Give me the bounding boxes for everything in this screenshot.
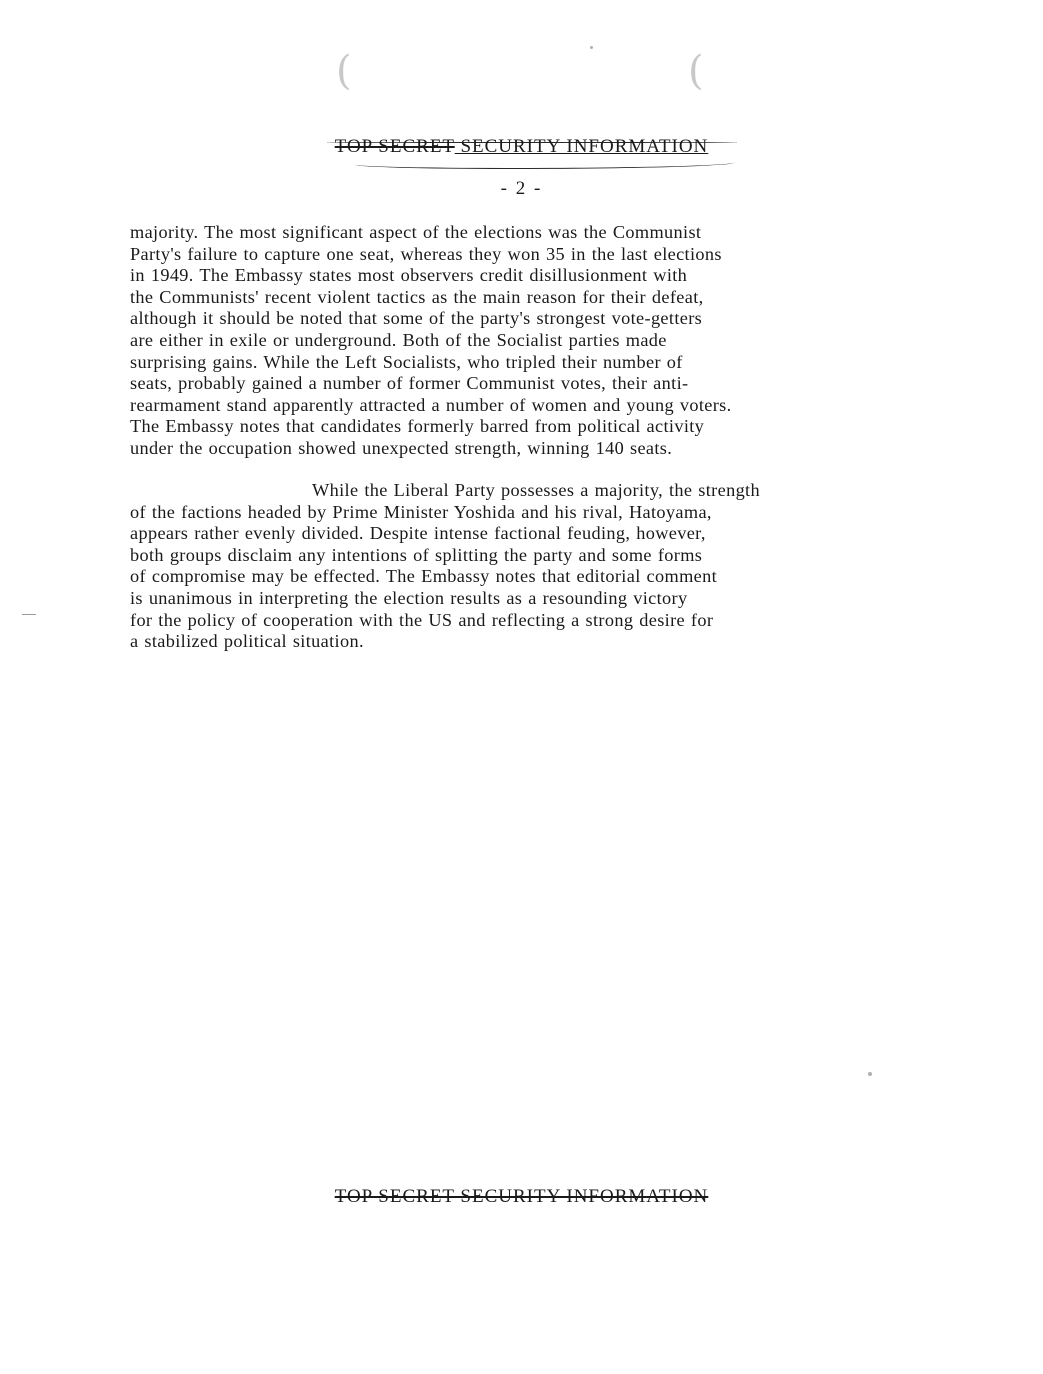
classification-crossed: TOP SECRET [334, 136, 455, 157]
footer-classification-text: TOP SECRET SECURITY INFORMATION [334, 1186, 709, 1207]
text-line: majority. The most significant aspect of the elections was the Communist [130, 222, 702, 242]
text-line: Party's failure to capture one seat, whereas they won 35 in the last elections [130, 243, 722, 264]
text-line: are either in exile or underground. Both of the Socialist parties made [130, 329, 667, 350]
text-line-indented [130, 480, 970, 502]
footer-classification [0, 1186, 1043, 1208]
text-line: While the Liberal Party possesses a majority, the strength [312, 480, 760, 500]
text-line: in 1949. The Embassy states most observers credit disillusionment with [130, 265, 688, 286]
header-underline [355, 158, 735, 169]
margin-mark [22, 614, 36, 615]
paragraph-1 [130, 222, 970, 460]
text-line: both groups disclaim any intentions of splitting the party and some forms [130, 544, 703, 565]
text-line: the Communists' recent violent tactics as the main reason for their defeat, [130, 286, 704, 307]
page-number: - 2 - [500, 178, 543, 199]
classification-plain: SECURITY INFORMATION [454, 136, 709, 157]
punch-mark-right: ( [688, 48, 704, 94]
text-line: is unanimous in interpreting the election results as a resounding victory [130, 587, 688, 608]
text-line: of the factions headed by Prime Minister Yoshida and his rival, Hatoyama, [130, 501, 712, 522]
text-line: although it should be noted that some of the party's strongest vote-getters [130, 308, 703, 329]
scan-speck [590, 46, 593, 49]
text-line: appears rather evenly divided. Despite intense factional feuding, however, [130, 523, 706, 544]
text-line: seats, probably gained a number of former Communist votes, their anti- [130, 373, 689, 394]
punch-mark-left: ( [336, 48, 352, 94]
text-line: surprising gains. While the Left Socialists, who tripled their number of [130, 351, 683, 372]
scan-speck [868, 1072, 872, 1076]
text-line: under the occupation showed unexpected strength, winning 140 seats. [130, 437, 673, 458]
header-classification [0, 136, 1043, 158]
text-line: a stabilized political situation. [130, 631, 364, 652]
text-line: for the policy of cooperation with the US and reflecting a strong desire for [130, 609, 714, 630]
text-line: of compromise may be effected. The Embassy notes that editorial comment [130, 566, 718, 587]
text-line: The Embassy notes that candidates formerly barred from political activity [130, 416, 705, 437]
text-line: rearmament stand apparently attracted a number of women and young voters. [130, 394, 732, 415]
paragraph-2 [130, 480, 970, 653]
